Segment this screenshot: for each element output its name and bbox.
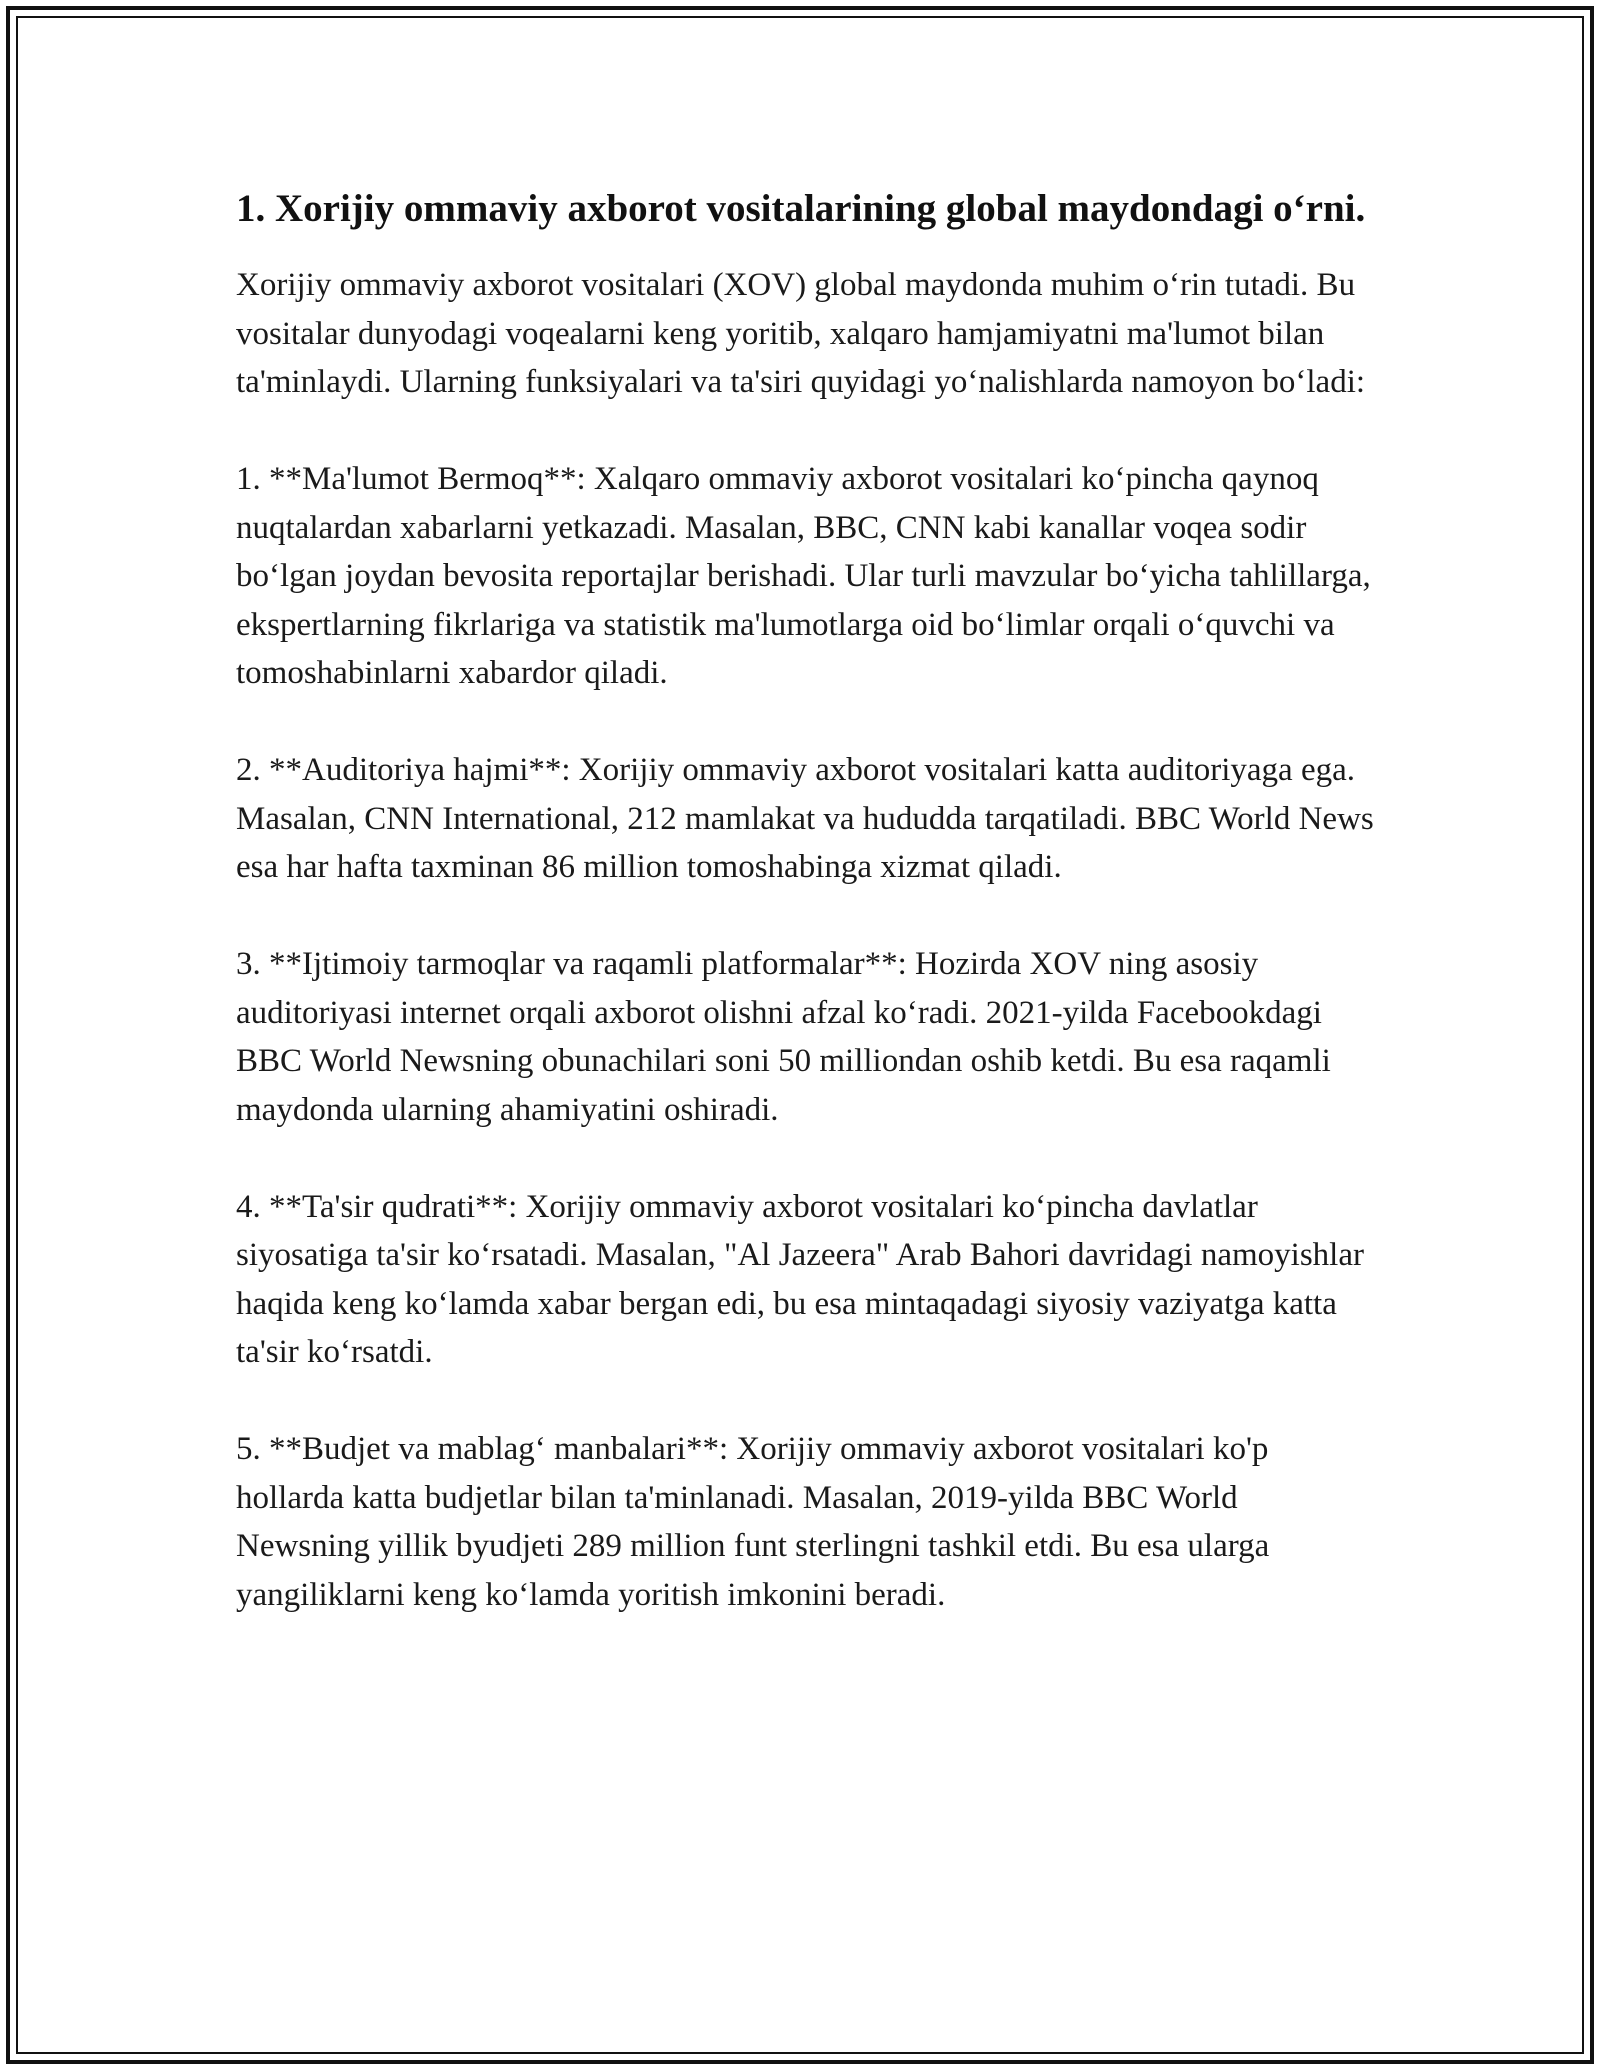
document-title: 1. Xorijiy ommaviy axborot vositalarining global maydondagi o‘rni. <box>236 187 1366 230</box>
list-item-5: 5. **Budjet va mablag‘ manbalari**: Xorijiy ommaviy axborot vositalari ko'p hollarda katta budjetlar bilan ta'minlanadi. Masalan, 2019-yilda BBC World Newsning yillik byudjeti 289 million funt sterlingni tashkil etdi. Bu esa ularga yangiliklarni keng ko‘lamda yoritish imkonini beradi. <box>236 1431 1270 1613</box>
list-item-3: 3. **Ijtimoiy tarmoqlar va raqamli platformalar**: Hozirda XOV ning asosiy auditoriyasi internet orqali axborot olishni afzal ko‘radi. 2021-yilda Facebookdagi BBC World Newsning obunachilari soni 50 milliondan oshib ketdi. Bu esa raqamli maydonda ularning ahamiyatini oshiradi. <box>236 946 1331 1128</box>
intro-paragraph: Xorijiy ommaviy axborot vositalari (XOV) global maydonda muhim o‘rin tutadi. Bu vositalar dunyodagi voqealarni keng yoritib, xalqaro hamjamiyatni ma'lumot bilan ta'minlaydi. Ularning funksiyalari va ta'siri quyidagi yo‘nalishlarda namoyon bo‘ladi: <box>236 267 1366 400</box>
list-item-2: 2. **Auditoriya hajmi**: Xorijiy ommaviy axborot vositalari katta auditoriyaga ega. Masalan, CNN International, 212 mamlakat va hududda tarqatiladi. BBC World News esa har hafta taxminan 86 million tomoshabinga xizmat qiladi. <box>236 752 1374 885</box>
list-item-4: 4. **Ta'sir qudrati**: Xorijiy ommaviy axborot vositalari ko‘pincha davlatlar siyosatiga ta'sir ko‘rsatadi. Masalan, "Al Jazeera" Arab Bahori davridagi namoyishlar haqida keng ko‘lamda xabar bergan edi, bu esa mintaqadagi siyosiy vaziyatga katta ta'sir ko‘rsatdi. <box>236 1188 1364 1370</box>
document-body <box>236 185 1376 1668</box>
list-item-1: 1. **Ma'lumot Bermoq**: Xalqaro ommaviy axborot vositalari ko‘pincha qaynoq nuqtalardan xabarlarni yetkazadi. Masalan, BBC, CNN kabi kanallar voqea sodir bo‘lgan joydan bevosita reportajlar berishadi. Ular turli mavzular bo‘yicha tahlillarga, ekspertlarning fikrlariga va statistik ma'lumotlarga oid bo‘limlar orqali o‘quvchi va tomoshabinlarni xabardor qiladi. <box>236 461 1371 691</box>
